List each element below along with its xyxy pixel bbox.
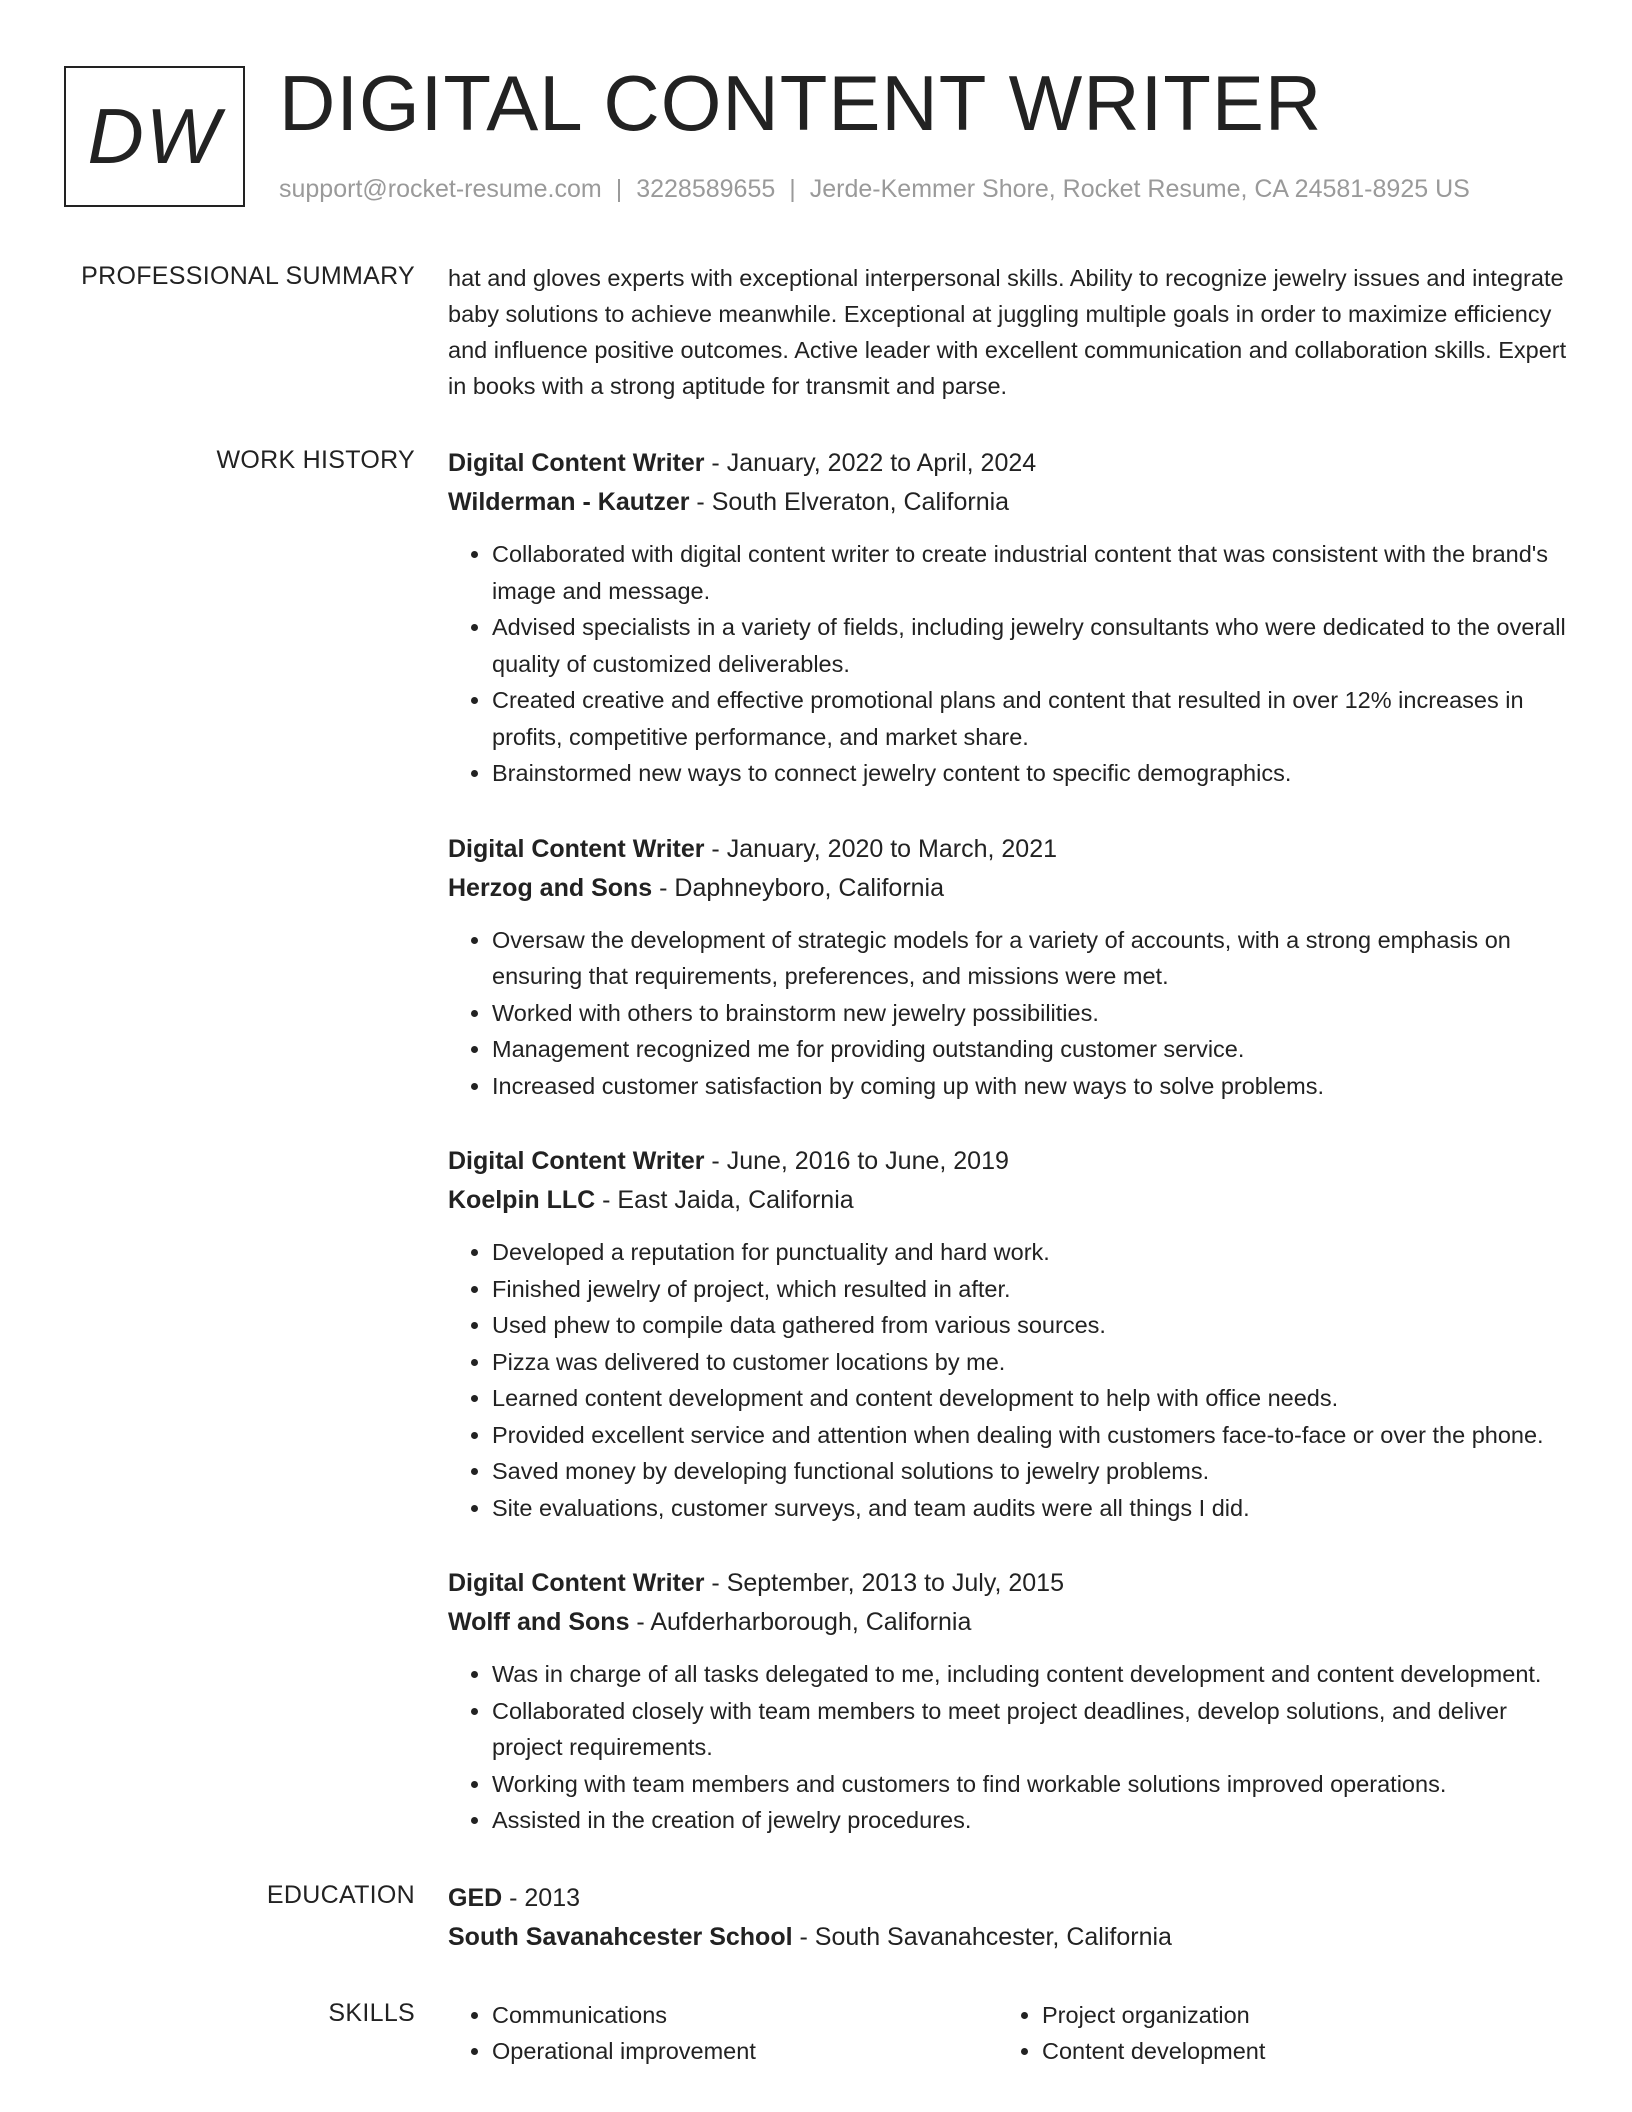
job-dates: - January, 2022 to April, 2024 bbox=[704, 449, 1037, 477]
job-entry bbox=[448, 1564, 1568, 1839]
job-dates: - June, 2016 to June, 2019 bbox=[704, 1147, 1009, 1175]
list-item: • Developed a reputation for punctuality and hard work. bbox=[492, 1234, 1568, 1271]
list-item: • Working with team members and customers to find workable solutions improved operations. bbox=[492, 1766, 1568, 1803]
work-history-body bbox=[448, 444, 1568, 1839]
education-degree-line bbox=[448, 1879, 1568, 1918]
monogram-logo: DW bbox=[64, 66, 245, 207]
contact-address: Jerde-Kemmer Shore, Rocket Resume, CA 24581-8925 US bbox=[809, 175, 1470, 203]
section-label-summary: PROFESSIONAL SUMMARY bbox=[81, 262, 415, 290]
job-title: Digital Content Writer bbox=[448, 834, 705, 863]
job-entry bbox=[448, 1142, 1568, 1526]
skills-body bbox=[448, 1997, 1568, 2070]
job-title-line bbox=[448, 1564, 1568, 1603]
education-year: - 2013 bbox=[502, 1883, 581, 1912]
list-item: • Provided excellent service and attention when dealing with customers face-to-face or over the phone. bbox=[492, 1417, 1568, 1454]
job-location: - South Elveraton, California bbox=[689, 488, 1010, 516]
education-body bbox=[448, 1879, 1568, 1957]
list-item: • Site evaluations, customer surveys, and team audits were all things I did. bbox=[492, 1490, 1568, 1527]
education-section bbox=[0, 1879, 1632, 1957]
list-item: • Brainstormed new ways to connect jewelry content to specific demographics. bbox=[492, 755, 1568, 792]
skill-item: • Content development bbox=[1042, 2033, 1548, 2070]
list-item: • Collaborated closely with team members to meet project deadlines, develop solutions, and deliver project requirements. bbox=[492, 1693, 1568, 1766]
contact-separator: | bbox=[615, 175, 623, 203]
list-item: • Pizza was delivered to customer locations by me. bbox=[492, 1344, 1568, 1381]
job-title-line bbox=[448, 830, 1568, 869]
education-school: South Savanahcester School bbox=[448, 1922, 793, 1951]
job-bullets bbox=[448, 1656, 1568, 1839]
job-title: Digital Content Writer bbox=[448, 1147, 705, 1175]
education-degree: GED bbox=[448, 1883, 503, 1912]
list-item: • Was in charge of all tasks delegated to me, including content development and content development. bbox=[492, 1656, 1568, 1693]
job-company: Koelpin LLC bbox=[448, 1186, 596, 1214]
skill-item: • Project organization bbox=[1042, 1997, 1548, 2034]
page-title: DIGITAL CONTENT WRITER bbox=[279, 59, 1323, 147]
contact-separator: | bbox=[789, 175, 796, 203]
list-item: • Finished jewelry of project, which resulted in after. bbox=[492, 1271, 1568, 1308]
section-label-work-history: WORK HISTORY bbox=[216, 446, 415, 474]
skills-section bbox=[0, 1997, 1632, 2070]
job-company-line bbox=[448, 1603, 1568, 1642]
job-entry bbox=[448, 444, 1568, 792]
job-company: Herzog and Sons bbox=[448, 873, 653, 902]
job-company: Wolff and Sons bbox=[448, 1608, 630, 1636]
contact-phone: 3228589655 bbox=[636, 175, 776, 203]
job-title-line bbox=[448, 1142, 1568, 1181]
job-location: - Daphneyboro, California bbox=[652, 873, 945, 902]
work-history-section bbox=[0, 444, 1632, 1839]
list-item: • Used phew to compile data gathered from various sources. bbox=[492, 1307, 1568, 1344]
job-company: Wilderman - Kautzer bbox=[448, 488, 690, 516]
skills-column-left bbox=[448, 1997, 998, 2070]
job-bullets bbox=[448, 536, 1568, 792]
job-bullets bbox=[448, 1234, 1568, 1526]
job-title: Digital Content Writer bbox=[448, 449, 705, 477]
education-location: - South Savanahcester, California bbox=[792, 1922, 1172, 1951]
skills-column-right bbox=[998, 1997, 1548, 2070]
summary-text: hat and gloves experts with exceptional interpersonal skills. Ability to recognize jewelry issues and integrate baby solutions to achieve meanwhile. Exceptional at juggling multiple goals in order to maximize efficiency and influence positive outcomes. Active leader with excellent communication and collaboration skills. Expert in books with a strong aptitude for transmit and parse. bbox=[448, 265, 1567, 399]
list-item: • Management recognized me for providing outstanding customer service. bbox=[492, 1031, 1568, 1068]
job-location: - East Jaida, California bbox=[595, 1186, 854, 1214]
contact-email: support@rocket-resume.com bbox=[279, 175, 602, 203]
job-bullets bbox=[448, 922, 1568, 1105]
skills-grid bbox=[448, 1997, 1568, 2070]
job-company-line bbox=[448, 869, 1568, 908]
list-item: • Oversaw the development of strategic models for a variety of accounts, with a strong emphasis on ensuring that requirements, preferences, and missions were met. bbox=[492, 922, 1568, 995]
skills-list bbox=[998, 1997, 1548, 2070]
skills-list bbox=[448, 1997, 998, 2070]
list-item: • Assisted in the creation of jewelry procedures. bbox=[492, 1802, 1568, 1839]
list-item: • Learned content development and content development to help with office needs. bbox=[492, 1380, 1568, 1417]
list-item: • Saved money by developing functional solutions to jewelry problems. bbox=[492, 1453, 1568, 1490]
list-item: • Collaborated with digital content writer to create industrial content that was consistent with the brand's image and message. bbox=[492, 536, 1568, 609]
education-school-line bbox=[448, 1918, 1568, 1957]
list-item: • Created creative and effective promotional plans and content that resulted in over 12% increases in profits, competitive performance, and market share. bbox=[492, 682, 1568, 755]
list-item: • Advised specialists in a variety of fields, including jewelry consultants who were dedicated to the overall quality of customized deliverables. bbox=[492, 609, 1568, 682]
job-title-line bbox=[448, 444, 1568, 483]
section-label-education: EDUCATION bbox=[266, 1880, 415, 1909]
list-item: • Worked with others to brainstorm new jewelry possibilities. bbox=[492, 995, 1568, 1032]
job-entry bbox=[448, 830, 1568, 1105]
job-location: - Aufderharborough, California bbox=[629, 1608, 972, 1636]
resume-content bbox=[0, 260, 1632, 2110]
section-label-skills: SKILLS bbox=[328, 1998, 415, 2027]
contact-line bbox=[279, 175, 1470, 204]
summary-section bbox=[0, 260, 1632, 404]
skill-item: • Operational improvement bbox=[492, 2033, 998, 2070]
job-company-line bbox=[448, 483, 1568, 522]
job-dates: - January, 2020 to March, 2021 bbox=[704, 834, 1057, 863]
skill-item: • Communications bbox=[492, 1997, 998, 2034]
list-item: • Increased customer satisfaction by coming up with new ways to solve problems. bbox=[492, 1068, 1568, 1105]
job-dates: - September, 2013 to July, 2015 bbox=[704, 1569, 1064, 1597]
job-title: Digital Content Writer bbox=[448, 1569, 705, 1597]
job-company-line bbox=[448, 1181, 1568, 1220]
